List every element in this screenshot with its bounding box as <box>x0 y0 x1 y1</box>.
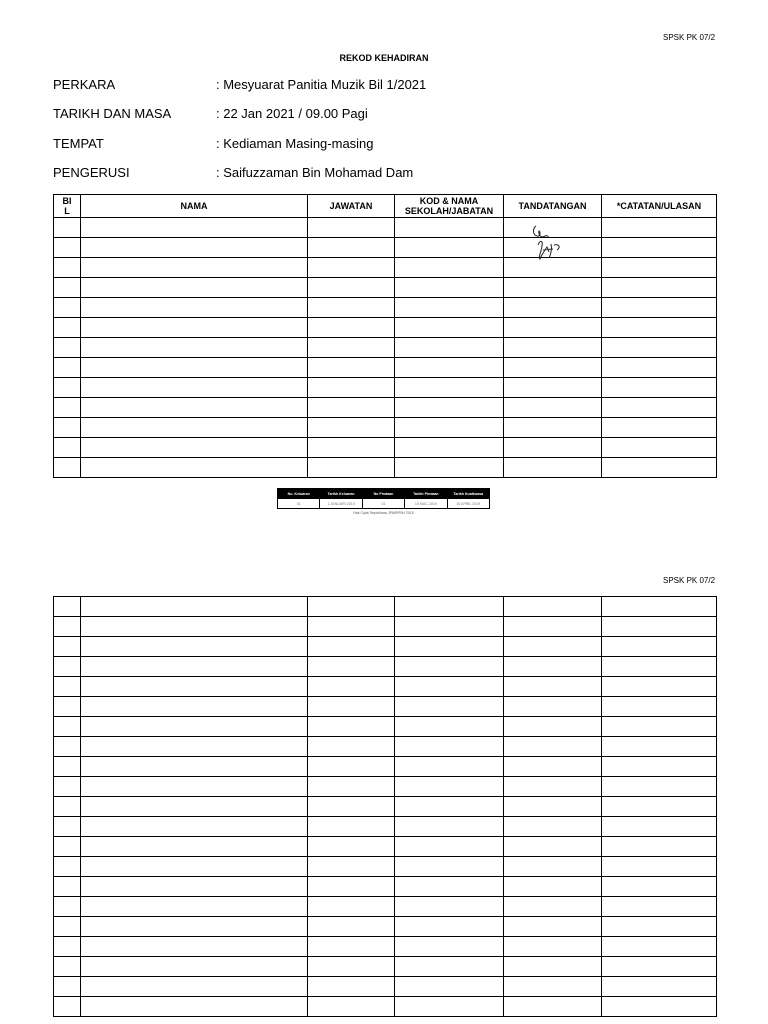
cell-jawatan <box>308 637 395 657</box>
cell-nama <box>81 737 308 757</box>
cell-kod-sekolah <box>395 657 504 677</box>
page-title: REKOD KEHADIRAN <box>339 53 429 63</box>
table-row <box>54 258 717 278</box>
cell-jawatan <box>308 977 395 997</box>
cell-nama <box>81 378 308 398</box>
cell-tandatangan <box>504 597 602 617</box>
cell-bil <box>54 438 81 458</box>
cell-bil <box>54 258 81 278</box>
cell-bil <box>54 378 81 398</box>
document-control-stamp <box>277 488 490 515</box>
cell-bil <box>54 697 81 717</box>
cell-jawatan <box>308 937 395 957</box>
cell-tandatangan <box>504 378 602 398</box>
cell-jawatan <box>308 897 395 917</box>
table-row <box>54 218 717 238</box>
cell-nama <box>81 837 308 857</box>
cell-catatan <box>602 997 717 1017</box>
cell-jawatan <box>308 418 395 438</box>
cell-tandatangan <box>504 278 602 298</box>
cell-nama <box>81 857 308 877</box>
stamp-value-tarikh-keluaran: 1 JANUARI 2019 <box>320 499 362 509</box>
cell-bil <box>54 398 81 418</box>
cell-bil <box>54 937 81 957</box>
cell-kod-sekolah <box>395 997 504 1017</box>
cell-catatan <box>602 757 717 777</box>
cell-kod-sekolah <box>395 717 504 737</box>
cell-nama <box>81 617 308 637</box>
perkara-value: : Mesyuarat Panitia Muzik Bil 1/2021 <box>216 77 427 92</box>
cell-jawatan <box>308 218 395 238</box>
cell-bil <box>54 977 81 997</box>
cell-kod-sekolah <box>395 877 504 897</box>
cell-jawatan <box>308 817 395 837</box>
cell-catatan <box>602 677 717 697</box>
header-jawatan: JAWATAN <box>308 195 395 218</box>
cell-kod-sekolah <box>395 777 504 797</box>
cell-jawatan <box>308 597 395 617</box>
cell-kod-sekolah <box>395 298 504 318</box>
stamp-header-tarikh-kuatkuasa: Tarikh Kuatkuasa <box>447 489 489 499</box>
cell-nama <box>81 298 308 318</box>
cell-kod-sekolah <box>395 597 504 617</box>
continued-table-row <box>54 677 717 697</box>
cell-jawatan <box>308 278 395 298</box>
cell-catatan <box>602 957 717 977</box>
table-row <box>54 298 717 318</box>
cell-bil <box>54 318 81 338</box>
cell-tandatangan <box>504 398 602 418</box>
cell-kod-sekolah <box>395 977 504 997</box>
continued-table-row <box>54 617 717 637</box>
cell-bil <box>54 957 81 977</box>
cell-tandatangan <box>504 617 602 637</box>
cell-bil <box>54 757 81 777</box>
cell-jawatan <box>308 238 395 258</box>
cell-catatan <box>602 218 717 238</box>
stamp-header-no-keluaran: No. Keluaran <box>278 489 320 499</box>
cell-catatan <box>602 418 717 438</box>
document-reference-page2: SPSK PK 07/2 <box>663 576 716 585</box>
cell-bil <box>54 797 81 817</box>
pengerusi-label: PENGERUSI <box>53 165 130 180</box>
cell-tandatangan <box>504 917 602 937</box>
cell-jawatan <box>308 917 395 937</box>
cell-kod-sekolah <box>395 617 504 637</box>
stamp-header-no-pindaan: No Pindaan <box>362 489 404 499</box>
cell-kod-sekolah <box>395 438 504 458</box>
cell-catatan <box>602 398 717 418</box>
cell-nama <box>81 697 308 717</box>
cell-nama <box>81 438 308 458</box>
header-bil <box>54 195 81 218</box>
cell-catatan <box>602 617 717 637</box>
continued-table-row <box>54 937 717 957</box>
cell-tandatangan <box>504 637 602 657</box>
cell-catatan <box>602 777 717 797</box>
cell-nama <box>81 677 308 697</box>
stamp-header-tarikh-pindaan: Tarikh Pindaan <box>405 489 447 499</box>
cell-kod-sekolah <box>395 757 504 777</box>
cell-kod-sekolah <box>395 398 504 418</box>
cell-nama <box>81 717 308 737</box>
cell-nama <box>81 418 308 438</box>
attendance-table-continued <box>53 596 717 1017</box>
cell-jawatan <box>308 717 395 737</box>
cell-tandatangan <box>504 757 602 777</box>
cell-tandatangan <box>504 997 602 1017</box>
cell-catatan <box>602 717 717 737</box>
cell-kod-sekolah <box>395 278 504 298</box>
table-row <box>54 358 717 378</box>
cell-nama <box>81 318 308 338</box>
cell-nama <box>81 458 308 478</box>
cell-tandatangan <box>504 937 602 957</box>
cell-nama <box>81 757 308 777</box>
cell-catatan <box>602 258 717 278</box>
continued-table-row <box>54 897 717 917</box>
cell-catatan <box>602 298 717 318</box>
cell-tandatangan <box>504 438 602 458</box>
stamp-copyright-note: Hak Cipta Terpelihara JPN/BPSH 2015 <box>353 511 414 515</box>
cell-tandatangan <box>504 298 602 318</box>
cell-tandatangan <box>504 338 602 358</box>
continued-table-row <box>54 597 717 617</box>
cell-jawatan <box>308 378 395 398</box>
cell-catatan <box>602 737 717 757</box>
cell-bil <box>54 857 81 877</box>
cell-kod-sekolah <box>395 897 504 917</box>
tarikh-masa-label: TARIKH DAN MASA <box>53 106 172 121</box>
cell-catatan <box>602 278 717 298</box>
cell-jawatan <box>308 797 395 817</box>
header-kod-line2: SEKOLAH/JABATAN <box>404 206 494 216</box>
cell-nama <box>81 777 308 797</box>
cell-tandatangan <box>504 957 602 977</box>
cell-bil <box>54 897 81 917</box>
cell-catatan <box>602 837 717 857</box>
cell-tandatangan <box>504 358 602 378</box>
cell-kod-sekolah <box>395 837 504 857</box>
stamp-value-tarikh-kuatkuasa: 15 APRIL 2019 <box>447 499 489 509</box>
cell-catatan <box>602 977 717 997</box>
cell-bil <box>54 877 81 897</box>
cell-jawatan <box>308 358 395 378</box>
cell-tandatangan <box>504 877 602 897</box>
cell-kod-sekolah <box>395 218 504 238</box>
cell-nama <box>81 358 308 378</box>
cell-nama <box>81 917 308 937</box>
cell-tandatangan <box>504 837 602 857</box>
table-row <box>54 318 717 338</box>
continued-table-row <box>54 817 717 837</box>
cell-bil <box>54 737 81 757</box>
continued-table-row <box>54 797 717 817</box>
cell-jawatan <box>308 458 395 478</box>
cell-nama <box>81 657 308 677</box>
cell-bil <box>54 338 81 358</box>
signature-mark <box>528 223 564 263</box>
continued-table-row <box>54 837 717 857</box>
continued-table-row <box>54 917 717 937</box>
cell-kod-sekolah <box>395 258 504 278</box>
cell-catatan <box>602 358 717 378</box>
cell-kod-sekolah <box>395 637 504 657</box>
cell-jawatan <box>308 298 395 318</box>
stamp-value-no-keluaran: 01 <box>278 499 320 509</box>
cell-jawatan <box>308 338 395 358</box>
cell-nama <box>81 338 308 358</box>
cell-catatan <box>602 597 717 617</box>
cell-nama <box>81 238 308 258</box>
cell-catatan <box>602 318 717 338</box>
cell-jawatan <box>308 857 395 877</box>
tempat-value: : Kediaman Masing-masing <box>216 136 374 151</box>
cell-kod-sekolah <box>395 697 504 717</box>
table-row <box>54 238 717 258</box>
perkara-label: PERKARA <box>53 77 116 92</box>
cell-tandatangan <box>504 318 602 338</box>
continued-table-row <box>54 777 717 797</box>
cell-nama <box>81 637 308 657</box>
attendance-table <box>53 194 717 478</box>
cell-bil <box>54 218 81 238</box>
attendance-rows-continued <box>54 597 717 1017</box>
cell-bil <box>54 238 81 258</box>
table-row <box>54 378 717 398</box>
cell-kod-sekolah <box>395 857 504 877</box>
cell-jawatan <box>308 697 395 717</box>
cell-kod-sekolah <box>395 458 504 478</box>
cell-bil <box>54 278 81 298</box>
table-row <box>54 418 717 438</box>
cell-catatan <box>602 438 717 458</box>
cell-nama <box>81 797 308 817</box>
cell-tandatangan <box>504 697 602 717</box>
cell-nama <box>81 258 308 278</box>
cell-nama <box>81 278 308 298</box>
cell-bil <box>54 637 81 657</box>
cell-kod-sekolah <box>395 677 504 697</box>
cell-kod-sekolah <box>395 957 504 977</box>
continued-table-row <box>54 877 717 897</box>
cell-catatan <box>602 238 717 258</box>
cell-nama <box>81 398 308 418</box>
table-row <box>54 278 717 298</box>
cell-kod-sekolah <box>395 937 504 957</box>
cell-tandatangan <box>504 777 602 797</box>
continued-table-row <box>54 857 717 877</box>
cell-kod-sekolah <box>395 817 504 837</box>
cell-bil <box>54 298 81 318</box>
cell-bil <box>54 997 81 1017</box>
cell-bil <box>54 458 81 478</box>
cell-jawatan <box>308 877 395 897</box>
cell-nama <box>81 977 308 997</box>
pengerusi-value: : Saifuzzaman Bin Mohamad Dam <box>216 165 414 180</box>
continued-table-row <box>54 717 717 737</box>
cell-jawatan <box>308 398 395 418</box>
cell-nama <box>81 218 308 238</box>
cell-bil <box>54 717 81 737</box>
cell-kod-sekolah <box>395 737 504 757</box>
cell-tandatangan <box>504 458 602 478</box>
continued-table-row <box>54 697 717 717</box>
table-row <box>54 458 717 478</box>
attendance-rows <box>54 218 717 478</box>
cell-kod-sekolah <box>395 917 504 937</box>
cell-jawatan <box>308 997 395 1017</box>
continued-table-row <box>54 977 717 997</box>
header-tandatangan: TANDATANGAN <box>504 195 602 218</box>
cell-jawatan <box>308 657 395 677</box>
header-nama: NAMA <box>81 195 308 218</box>
cell-nama <box>81 997 308 1017</box>
cell-tandatangan <box>504 817 602 837</box>
cell-tandatangan <box>504 977 602 997</box>
cell-catatan <box>602 338 717 358</box>
continued-table-row <box>54 637 717 657</box>
continued-table-row <box>54 757 717 777</box>
cell-bil <box>54 817 81 837</box>
header-kod-sekolah <box>395 195 504 218</box>
cell-bil <box>54 917 81 937</box>
cell-catatan <box>602 657 717 677</box>
cell-bil <box>54 617 81 637</box>
cell-kod-sekolah <box>395 418 504 438</box>
cell-tandatangan <box>504 418 602 438</box>
cell-nama <box>81 817 308 837</box>
tempat-label: TEMPAT <box>53 136 104 151</box>
cell-kod-sekolah <box>395 338 504 358</box>
cell-catatan <box>602 378 717 398</box>
table-row <box>54 338 717 358</box>
cell-bil <box>54 777 81 797</box>
cell-catatan <box>602 877 717 897</box>
cell-tandatangan <box>504 737 602 757</box>
table-row <box>54 398 717 418</box>
header-catatan: *CATATAN/ULASAN <box>602 195 717 218</box>
cell-catatan <box>602 697 717 717</box>
cell-catatan <box>602 897 717 917</box>
cell-nama <box>81 597 308 617</box>
tarikh-masa-value: : 22 Jan 2021 / 09.00 Pagi <box>216 106 368 121</box>
cell-kod-sekolah <box>395 238 504 258</box>
cell-kod-sekolah <box>395 318 504 338</box>
cell-jawatan <box>308 677 395 697</box>
cell-kod-sekolah <box>395 378 504 398</box>
continued-table-row <box>54 657 717 677</box>
cell-bil <box>54 657 81 677</box>
header-bil-label: BI L <box>62 196 72 216</box>
cell-jawatan <box>308 617 395 637</box>
cell-jawatan <box>308 258 395 278</box>
cell-jawatan <box>308 318 395 338</box>
cell-jawatan <box>308 777 395 797</box>
cell-tandatangan <box>504 657 602 677</box>
cell-tandatangan <box>504 677 602 697</box>
header-kod-line1: KOD & NAMA <box>419 196 479 206</box>
cell-catatan <box>602 797 717 817</box>
cell-bil <box>54 418 81 438</box>
cell-catatan <box>602 817 717 837</box>
cell-catatan <box>602 458 717 478</box>
cell-tandatangan <box>504 857 602 877</box>
continued-table-row <box>54 997 717 1017</box>
cell-bil <box>54 597 81 617</box>
cell-bil <box>54 677 81 697</box>
cell-tandatangan <box>504 897 602 917</box>
stamp-header-tarikh-keluaran: Tarikh Keluaran <box>320 489 362 499</box>
cell-nama <box>81 877 308 897</box>
stamp-value-tarikh-pindaan: 15 MAC 2019 <box>405 499 447 509</box>
cell-bil <box>54 358 81 378</box>
table-row <box>54 438 717 458</box>
cell-nama <box>81 957 308 977</box>
cell-tandatangan <box>504 797 602 817</box>
cell-bil <box>54 837 81 857</box>
document-reference: SPSK PK 07/2 <box>663 33 716 42</box>
cell-jawatan <box>308 438 395 458</box>
cell-jawatan <box>308 757 395 777</box>
cell-jawatan <box>308 957 395 977</box>
cell-nama <box>81 937 308 957</box>
cell-jawatan <box>308 737 395 757</box>
cell-catatan <box>602 917 717 937</box>
cell-nama <box>81 897 308 917</box>
cell-tandatangan <box>504 717 602 737</box>
stamp-value-no-pindaan: 01 <box>362 499 404 509</box>
cell-catatan <box>602 937 717 957</box>
continued-table-row <box>54 737 717 757</box>
cell-kod-sekolah <box>395 797 504 817</box>
cell-kod-sekolah <box>395 358 504 378</box>
cell-catatan <box>602 637 717 657</box>
cell-jawatan <box>308 837 395 857</box>
continued-table-row <box>54 957 717 977</box>
cell-catatan <box>602 857 717 877</box>
